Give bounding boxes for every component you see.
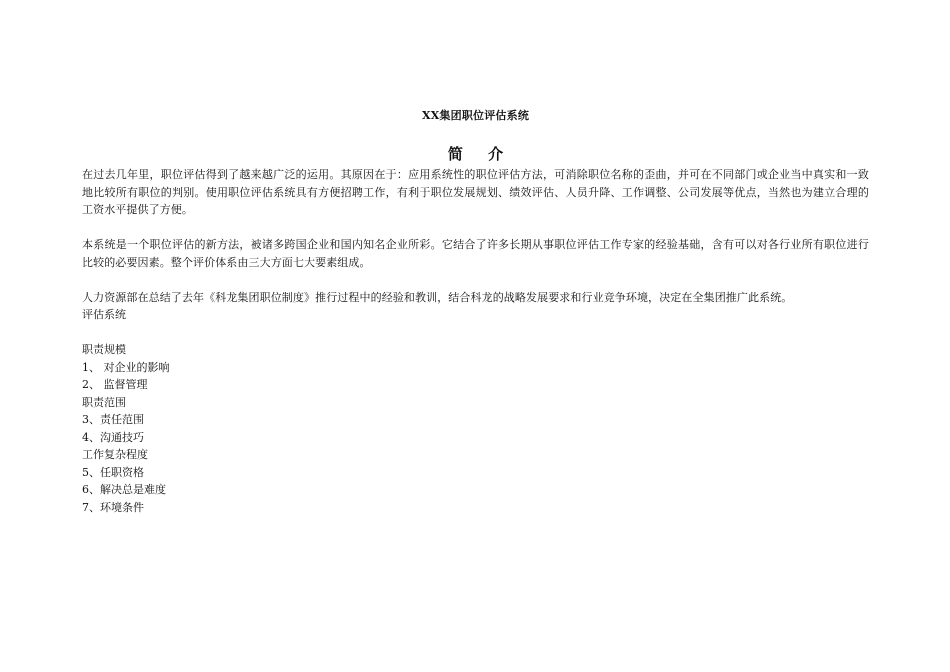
document-page	[82, 108, 869, 516]
list-item: 3、责任范围	[82, 413, 144, 426]
section-heading: 简 介	[447, 145, 514, 163]
list-item: 4、沟通技巧	[82, 430, 144, 444]
list-item: 2、 监督管理	[82, 378, 148, 391]
list-item: 5、任职资格	[82, 465, 144, 479]
list-item: 6、解决总是难度	[82, 483, 166, 496]
list-item: 职责范围	[82, 395, 126, 409]
document-title: XX集团职位评估系统	[421, 109, 530, 122]
paragraph-2: 本系统是一个职位评估的新方法，被诸多跨国企业和国内知名企业所彩。它结合了许多长期从事职位评估工作专家的经验基础，含有可以对各行业所有职位进行比较的必要因素。整个评价体系由三大方面七大要素组成。	[82, 238, 869, 269]
list-item: 职责规模	[82, 343, 126, 356]
list-item: 7、环境条件	[82, 500, 144, 514]
paragraph-gap	[82, 271, 869, 289]
paragraph-gap	[82, 219, 869, 237]
list-item: 1、 对企业的影响	[82, 360, 170, 374]
paragraph-1: 在过去几年里，职位评估得到了越来越广泛的运用。其原因在于：应用系统性的职位评估方法，可消除职位名称的歪曲，并可在不同部门或企业当中真实和一致地比较所有职位的判别。使用职位评估系统具有方便招聘工作，有利于职位发展规划、绩效评估、人员升降、工作调整、公司发展等优点，当然也为建立合理的工资水平提供了方便。	[82, 168, 869, 216]
section-label: 评估系统	[82, 308, 126, 321]
list-item: 工作复杂程度	[82, 448, 148, 461]
paragraph-3: 人力资源部在总结了去年《科龙集团职位制度》推行过程中的经验和教训，结合科龙的战略发展要求和行业竞争环境，决定在全集团推广此系统。	[82, 290, 793, 304]
paragraph-gap	[82, 324, 869, 342]
